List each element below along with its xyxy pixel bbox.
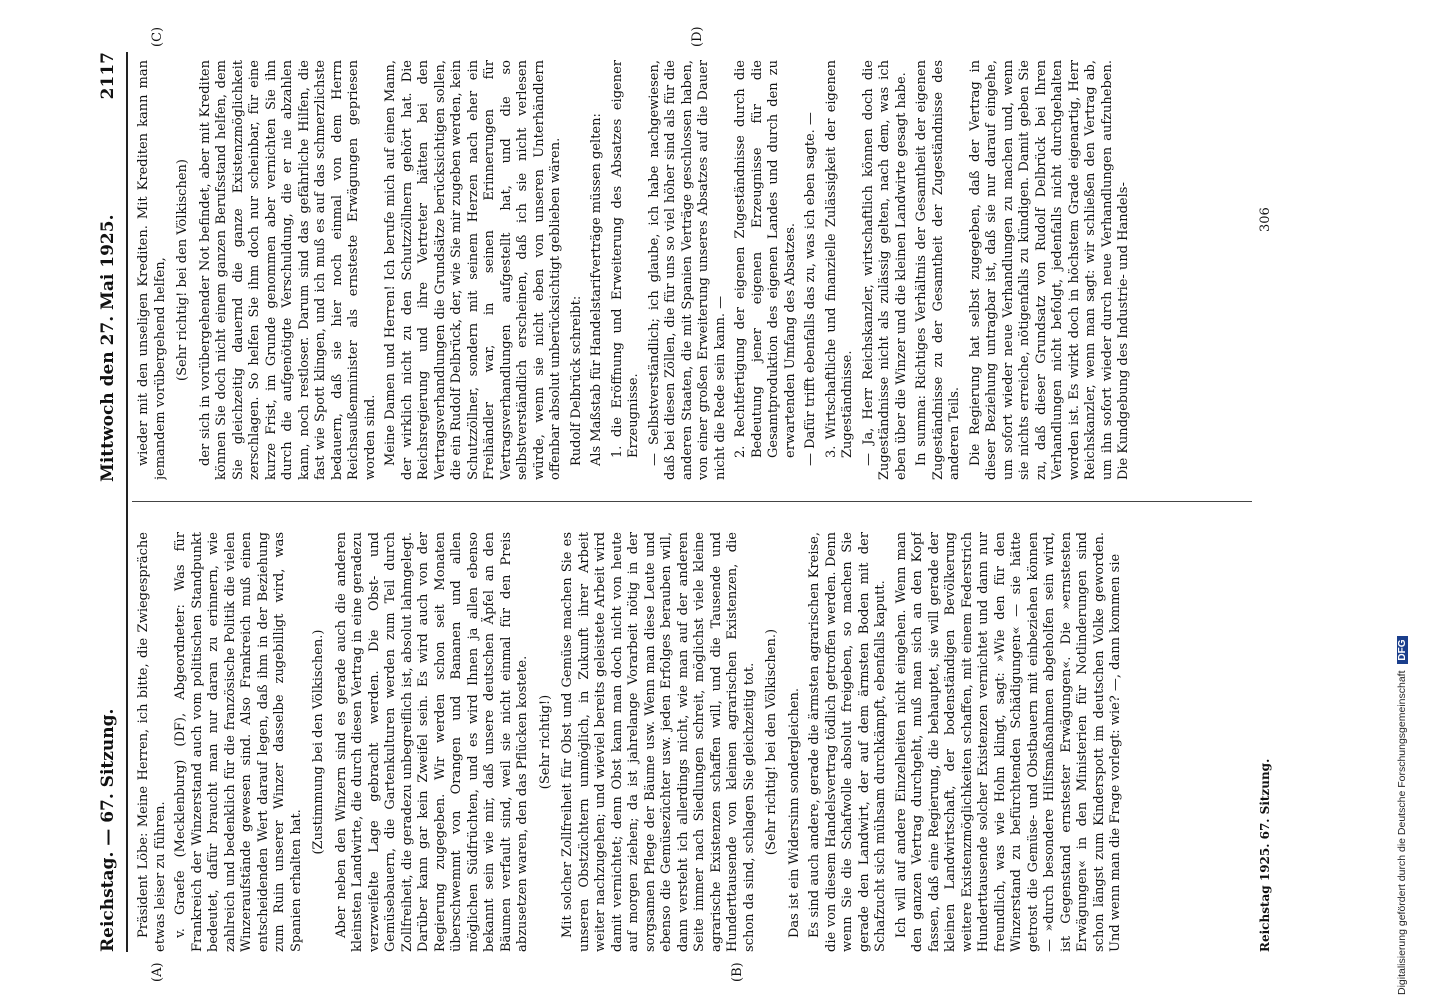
rotated-page bbox=[90, 26, 1340, 982]
dfg-logo: DFG bbox=[1397, 636, 1408, 663]
paragraph: In summa: Richtiges Verhältnis der Gesamtheit der eigenen Zugeständnisse zu der Gesamtheit der Zugeständnisse des anderen Teils. bbox=[914, 60, 962, 480]
paragraph: 1. die Eröffnung und Erweiterung des Absatzes eigener Erzeugnisse. bbox=[609, 60, 641, 458]
header-page-number: 2117 bbox=[98, 52, 118, 100]
paragraph: wieder mit den unseligen Krediten. Mit Krediten kann man jemandem vorübergehend helfen, bbox=[136, 60, 168, 480]
paragraph: Rudolf Delbrück schreibt: bbox=[568, 295, 584, 466]
paragraph: Das ist ein Widersinn sondergleichen. bbox=[786, 687, 802, 938]
paragraph: — Selbstverständlich; ich glaube, ich habe nachgewiesen, daß bei diesen Zöllen, die für uns so viel höher sind als für die anderen Staaten, die mit Spanien Verträge geschlossen haben, von einer großen Erweiterung unseres Absatzes auf die Dauer nicht die Rede sein kann. — bbox=[646, 60, 728, 480]
interjection: (Sehr richtig! bei den Völkischen.) bbox=[764, 628, 779, 856]
interjection: (Zustimmung bei den Völkischen.) bbox=[311, 629, 326, 855]
interjection: (Sehr richtig! bei den Völkischen) bbox=[175, 159, 190, 381]
margin-marker-d: (D) bbox=[690, 26, 705, 47]
paragraph: der sich in vorübergehender Not befindet, aber mit Krediten können Sie doch nicht einem ganzen Berufsstand helfen, dem Sie gleichzeitig dauernd die ganze Existenzmöglichkeit zerschlagen. So helfen Sie ihm doch nur scheinbar, für eine kurze Frist, im Grunde genommen aber vernichten Sie ihn durch die aufgenötigte Verschuldung, die er nie abzahlen kann, noch restloser. Darum sind das gefährliche Hilfen, die fast wie Spott klingen, und ich muß es auf das schmerzlichste bedauern, daß sie hier noch einmal von dem Herrn Reichsaußenminister als ernsteste Erwägungen gepriesen worden sind. bbox=[197, 60, 378, 480]
paragraph: — Dafür trifft ebenfalls das zu, was ich eben sagte. — bbox=[803, 112, 818, 466]
header-date: Mittwoch den 27. Mai 1925. bbox=[98, 214, 118, 482]
paragraph: Aber neben den Winzern sind es gerade auch die anderen kleinsten Landwirte, die durch diesen Vertrag in eine geradezu verzweifelte Lage gebracht werden. Die Obst- und Gemüsebauern, die Gartenkulturen werden zum Teil durch Zollfreiheit, die geradezu unbegreiflich ist, absolut lahmgelegt. Darüber kann gar kein Zweifel sein. Es wird auch von der Regierung zugegeben. Wir werden schon seit Monaten überschwemmt von Orangen und Bananen und allen möglichen Südfrüchten, und es wird Ihnen ja allen ebenso bekannt sein wie mir, daß unsere deutschen Äpfel an den Bäumen verfault sind, weil sie nicht einmal für den Preis abzusetzen waren, den das Pflücken kostete. bbox=[333, 532, 530, 952]
digitization-credit bbox=[1396, 0, 1408, 995]
paragraph: v. Graefe (Mecklenburg) (DF), Abgeordneter: Was für Frankreich der Winzerstand auch vom politischen Standpunkt bedeutet, dafür braucht man nur daran zu erinnern, wie zahlreich und bedenklich für die französische Politik die vielen Winzeraufstände gewesen sind. Also Frankreich muß einen entscheidenden Wert darauf legen, daß ihm in der Beziehung zum Ruin unserer Winzer dasselbe zugebilligt wird, was Spanien erhalten hat. bbox=[173, 532, 304, 952]
running-header bbox=[90, 52, 130, 952]
paragraph: 3. Wirtschaftliche und finanzielle Zulässigkeit der eigenen Zugeständnisse. bbox=[823, 60, 855, 458]
paragraph: Es sind auch andere, gerade die ärmsten agrarischen Kreise, die von diesem Handelsvertrag tödlich getroffen werden. Denn wenn Sie die Schafwolle absolut freigeben, so machen Sie gerade den Landwirt, der auf dem ärmsten Boden mit der Schafzucht sich mühsam durchkämpft, ebenfalls kaputt. bbox=[807, 532, 888, 952]
margin-marker-c: (C) bbox=[150, 26, 165, 47]
right-column bbox=[136, 60, 1266, 480]
paragraph: Mit solcher Zollfreiheit für Obst und Gemüse machen Sie es unseren Obstzüchtern unmöglich, in Zukunft ihrer Arbeit weiter nachzugehen; und wieviel bereits geleistete Arbeit wird damit vernichtet; denn Obst kann man doch nicht von heute auf morgen ziehen; da ist jahrelange Vorarbeit nötig in der sorgsamen Pflege der Bäume usw. Wenn man diese Leute und ebenso die Gemüsezüchter usw. jeden Erfolges berauben will, dann versteht ich allerdings nicht, wie man auf der anderen Seite immer nach Siedlungen schreit, möglichst viele kleine agrarische Existenzen schaffen will, und die Tausende und Hunderttausende von kleinen agrarischen Existenzen, die schon da sind, schlagen Sie gleichzeitig tot. bbox=[560, 532, 757, 952]
paragraph: Ich will auf andere Einzelheiten nicht eingehen. Wenn man den ganzen Vertrag durchgeht, muß man sich an den Kopf fassen, daß eine Regierung, die behauptet, sie will gerade der kleinen Landwirtschaft, der bodenständigen Bevölkerung weitere Existenzmöglichkeiten schaffen, mit einem Federstrich Hunderttausende solcher Existenzen vernichtet und dann nur freundlich, was wie Hohn klingt, sagt: »Wie den für den Winzerstand zu befürchtenden Schädigungen« — sie hätte getrost die Gemüse- und Obstbauern mit einbeziehen können — »durch besondere Hilfsmaßnahmen abgeholfen sein wird, ist Gegenstand ernstester Erwägungen«. Die »ernstesten Erwägungen« in den Ministerien für Notlinderungen sind schon längst zum Kinderspott im deutschen Volke geworden. Und wenn man die Frage vorlegt: wie? —, dann kommen sie bbox=[893, 532, 1123, 952]
column-separator bbox=[132, 501, 1252, 502]
margin-marker-b: (B) bbox=[730, 962, 745, 982]
header-session: Reichstag. — 67. Sitzung. bbox=[98, 708, 118, 952]
left-column bbox=[136, 532, 1266, 952]
paragraph: Die Regierung hat selbst zugegeben, daß der Vertrag in dieser Beziehung untragbar ist, daß sie nur darauf eingehe, um sofort wieder neue Verhandlungen zu machen und, wenn sie nichts erreiche, nötigenfalls zu kündigen. Damit geben Sie zu, daß dieser Grundsatz von Rudolf Delbrück bei Ihren Verhandlungen nicht befolgt, jedenfalls nicht durchgehalten worden ist. Es wirkt doch in höchstem Grade eigenartig, Herr Reichskanzler, wenn man sagt: wir schließen den Vertrag ab, um ihn sofort wieder durch neue Verhandlungen aufzuheben. Die Kundgebung des Industrie- und Handels- bbox=[967, 60, 1131, 480]
paragraph: — Ja, Herr Reichskanzler, wirtschaftlich können doch die Zugeständnisse nicht als zulässig gelten, nach dem, was ich eben über die Winzer und die kleinen Landwirte gesagt habe. bbox=[860, 60, 909, 480]
paragraph: Als Maßstab für Handelstarifverträge müssen gelten: bbox=[589, 113, 604, 466]
sheet-signature: 306 bbox=[1258, 207, 1273, 232]
margin-marker-a: (A) bbox=[150, 962, 165, 982]
credit-text: Digitalisierung gefördert durch die Deutsche Forschungsgemeinschaft bbox=[1396, 670, 1408, 995]
paragraph: Meine Damen und Herren! Ich berufe mich auf einen Mann, der wirklich nicht zu den Schutzzöllnern gehört hat. Die Reichsregierung und ihre Vertreter hätten bei den Vertragsverhandlungen die Grundsätze berücksichtigen sollen, die ein Rudolf Delbrück, der, wie Sie mir zugeben werden, kein Schutzzöllner, sondern mit seinem Herzen nach eher ein Freihändler war, in seinen Erinnerungen für Vertragsverhandlungen aufgestellt hat, und die so selbstverständlich erscheinen, daß ich sie nicht verlesen würde, wenn sie nicht eben von unseren Unterhändlern offenbar absolut unberücksichtigt geblieben wären. bbox=[383, 60, 563, 480]
interjection: (Sehr richtig!) bbox=[537, 694, 553, 790]
footer-signature: Reichstag 1925. 67. Sitzung. bbox=[1258, 758, 1272, 952]
header-rule bbox=[126, 52, 128, 952]
paragraph: Präsident Löbe: Meine Herren, ich bitte, die Zwiegespräche etwas leiser zu führen. bbox=[136, 532, 168, 952]
paragraph: 2. Rechtfertigung der eigenen Zugeständnisse durch die Bedeutung jener eigenen Erzeugnisse für die Gesamtproduktion des eigenen Landes und durch den zu erwartenden Umfang des Absatzes. bbox=[733, 60, 798, 458]
